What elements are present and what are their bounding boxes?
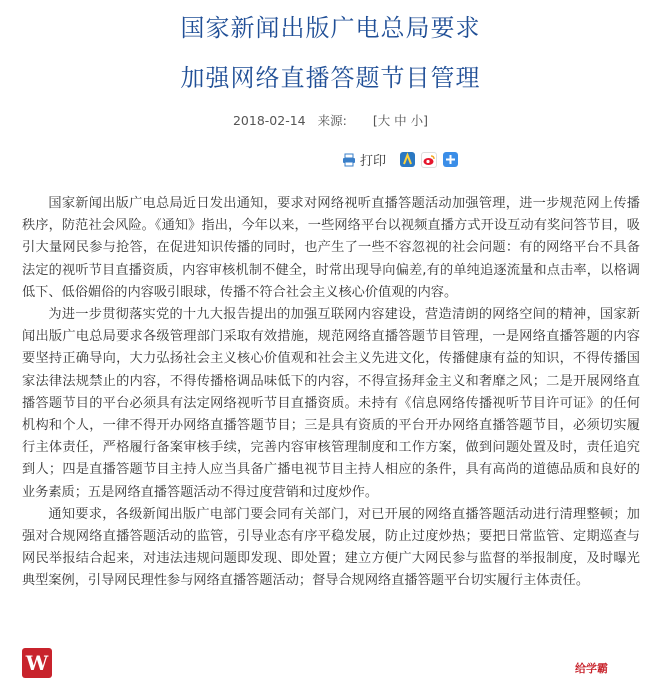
renren-share-icon[interactable]: [400, 152, 415, 167]
article-body: [22, 193, 640, 593]
printer-icon[interactable]: [342, 153, 356, 167]
page-title-line-2: 加强网络直播答题节目管理: [180, 64, 481, 92]
article-paragraph-3: 通知要求，各级新闻出版广电部门要会同有关部门，对已开展的网络直播答题活动进行清理整顿；加强对合规网络直播答题活动的监管，引导业态有序平稳发展，防止过度炒热；要把日常监管、定期巡查与网民举报结合起来，对违法违规问题即发现、即处置；建立方便广大网民参与监督的举报制度，及时曝光典型案例，引导网民理性参与网络直播答题活动；督导合规网络直播答题平台切实履行主体责任。: [22, 506, 640, 589]
publish-date: 2018-02-14: [232, 113, 306, 128]
article-meta: [0, 111, 661, 129]
article-toolbar: [342, 150, 458, 169]
font-size-switch[interactable]: [大 中 小]: [372, 113, 429, 128]
article-paragraph-1: 国家新闻出版广电总局近日发出通知，要求对网络视听直播答题活动加强管理，进一步规范网上传播秩序，防范社会风险。《通知》指出，今年以来，一些网络平台以视频直播方式开设互动有奖问答节目，吸引大量网民参与抢答，在促进知识传播的同时，也产生了一些不容忽视的社会问题：有的网络平台不具备法定的视听节目直播资质，内容审核机制不健全，时常出现导向偏差,有的单纯追逐流量和点击率，以格调低下、低俗媚俗的内容吸引眼球，传播不符合社会主义核心价值观的内容。: [22, 196, 640, 300]
print-link[interactable]: 打印: [360, 154, 387, 169]
watermark-text: 给学霸: [575, 662, 608, 675]
page-title-line-1: 国家新闻出版广电总局要求: [180, 14, 481, 42]
weibo-share-icon[interactable]: [421, 152, 437, 168]
source-label: 来源:: [317, 113, 347, 128]
site-logo: W: [22, 648, 52, 678]
article-paragraph-2: 为进一步贯彻落实党的十九大报告提出的加强互联网内容建设，营造清朗的网络空间的精神，国家新闻出版广电总局要求各级管理部门采取有效措施，规范网络直播答题节目管理，一是网络直播答题的内容要坚持正确导向，大力弘扬社会主义核心价值观和社会主义先进文化，传播健康有益的知识，不得传播国家法律法规禁止的内容，不得传播格调品味低下的内容，不得宣扬拜金主义和奢靡之风；二是开展网络直播答题节目的平台必须具有法定网络视听节目直播资质。未持有《信息网络传播视听节目许可证》的任何机构和个人，一律不得开办网络直播答题节目；三是具有资质的平台开办网络直播答题节目，必须切实履行主体责任，严格履行备案审核手续，完善内容审核管理制度和工作方案，做到问题处置及时，责任追究到人；四是直播答题节目主持人应当具备广播电视节目主持人相应的条件，具有高尚的道德品质和良好的业务素质；五是网络直播答题活动不得过度营销和过度炒作。: [22, 307, 640, 500]
more-share-icon[interactable]: [443, 152, 458, 167]
